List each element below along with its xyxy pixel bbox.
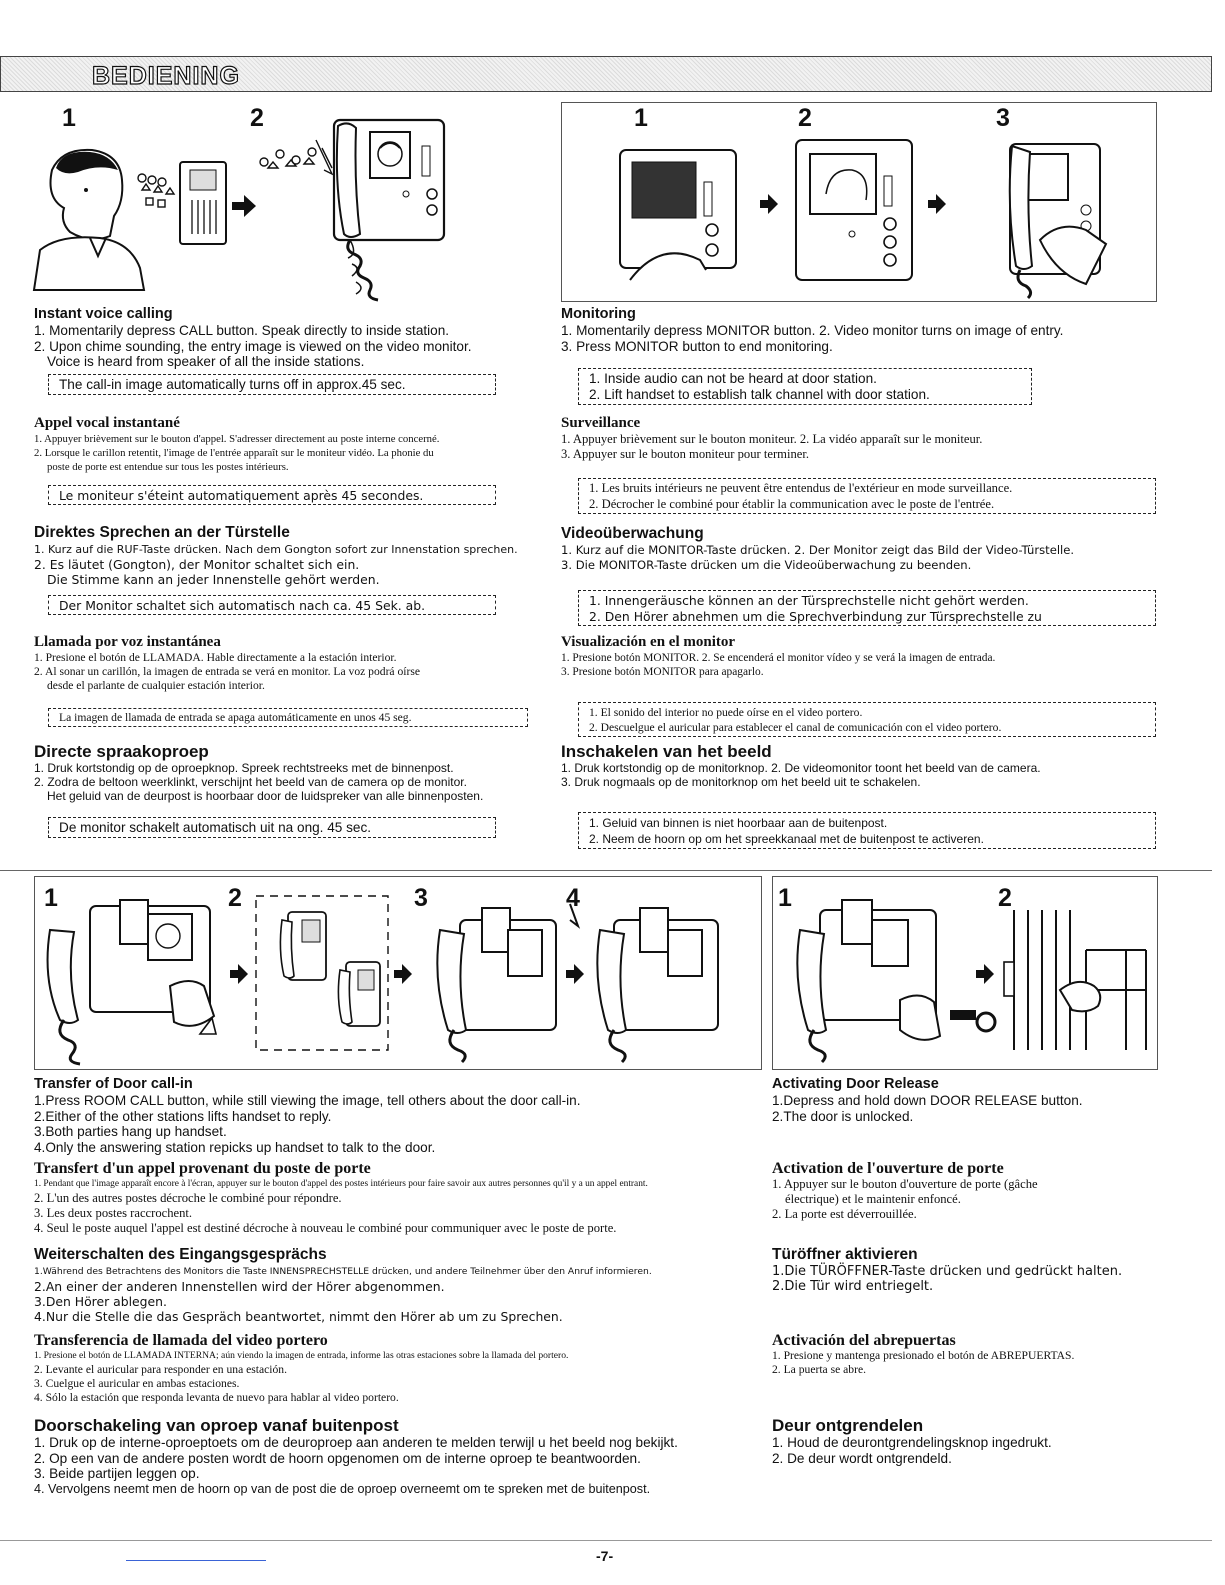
section-title: Türöffner aktivieren — [772, 1246, 918, 1263]
section-transfer-de — [34, 1245, 764, 1324]
instruction-line: 1. Druk kortstondig op de oproepknop. Spreek rechtstreeks met de binnenpost. — [34, 761, 454, 775]
section-title: Transfert d'un appel provenant du poste de porte — [34, 1160, 371, 1177]
instruction-line: 2. Lorsque le carillon retentit, l'image de l'entrée apparaît sur le moniteur vidéo. La phonie du — [34, 447, 434, 459]
instruction-line: Het geluid van de deurpost is hoorbaar door de luidspreker van alle binnenposten. — [47, 789, 484, 803]
instruction-line: 2.Either of the other stations lifts handset to reply. — [34, 1108, 332, 1124]
instruction-line: 2.Die Tür wird entriegelt. — [772, 1279, 934, 1294]
section-door-release-en — [772, 1076, 1192, 1124]
instruction-line: 3. Die MONITOR-Taste drücken um die Videoüberwachung zu beenden. — [561, 558, 972, 572]
note-box: The call-in image automatically turns off in approx.45 sec. — [48, 374, 496, 395]
instruction-line: 1. Presione el botón de LLAMADA INTERNA; aún viendo la imagen de entrada, informe las otras estaciones sobre la llamada del portero. — [34, 1350, 569, 1361]
section-title: Visualización en el monitor — [561, 634, 736, 650]
instruction-line: 2. Al sonar un carillón, la imagen de entrada se verá en monitor. La voz podrá oírse — [34, 665, 421, 678]
section-title: Doorschakeling van oproep vanaf buitenpost — [34, 1416, 399, 1435]
note-line: 1. Inside audio can not be heard at door station. — [589, 371, 877, 386]
instruction-line: 2. L'un des autres postes décroche le combiné pour répondre. — [34, 1191, 342, 1205]
note-line: 2. Descuelgue el auricular para establecer el canal de comunicación con el video portero. — [589, 721, 1002, 734]
step-number: 1 — [634, 104, 648, 132]
section-transfer-fr — [34, 1160, 764, 1236]
note-box — [578, 478, 1156, 514]
page-title: BEDIENING — [92, 62, 240, 90]
voice-call-illustration — [30, 110, 450, 310]
section-transfer-es — [34, 1332, 764, 1405]
instruction-line: 3. Appuyer sur le bouton moniteur pour terminer. — [561, 447, 809, 461]
instruction-line: 1.Press ROOM CALL button, while still viewing the image, tell others about the door call-in. — [34, 1093, 581, 1108]
page-number: -7- — [596, 1548, 614, 1564]
instruction-line: 3. Presione botón MONITOR para apagarlo. — [561, 666, 764, 678]
section-title: Instant voice calling — [34, 306, 173, 322]
step-number: 2 — [998, 884, 1012, 912]
instruction-line: 2.An einer der anderen Innenstellen wird der Hörer abgenommen. — [34, 1279, 445, 1294]
section-title: Weiterschalten des Eingangsgesprächs — [34, 1246, 327, 1263]
instruction-line: 1. Druk op de interne-oproeptoets om de deuroproep aan anderen te melden terwijl u het beeld nog bekijkt. — [34, 1435, 678, 1450]
instruction-line: 4.Nur die Stelle die das Gespräch beantwortet, nimmt den Hörer ab um zu Sprechen. — [34, 1309, 563, 1324]
section-door-release-fr — [772, 1160, 1192, 1222]
link-underline — [126, 1560, 266, 1561]
section-monitoring-de — [561, 524, 1201, 573]
section-monitoring-es — [561, 634, 1201, 679]
section-door-release-es — [772, 1332, 1192, 1377]
section-transfer-en — [34, 1076, 764, 1155]
instruction-line: 3.Both parties hang up handset. — [34, 1124, 227, 1140]
step-number: 2 — [250, 104, 264, 132]
instruction-line: 2. Op een van de andere posten wordt de hoorn opgenomen om de interne oproep te beantwoorden. — [34, 1450, 641, 1466]
note-line: 2. Den Hörer abnehmen um die Sprechverbindung zur Türsprechstelle zu — [589, 608, 1042, 624]
step-number: 2 — [228, 884, 242, 912]
step-number: 1 — [778, 884, 792, 912]
step-number: 3 — [414, 884, 428, 912]
instruction-line: 3. Beide partijen leggen op. — [34, 1466, 200, 1482]
section-monitoring-nl — [561, 742, 1201, 789]
instruction-line: 2.The door is unlocked. — [772, 1108, 914, 1124]
note-line: 1. Innengeräusche können an der Türsprechstelle nicht gehört werden. — [589, 593, 1029, 608]
section-transfer-nl — [34, 1416, 774, 1496]
section-instant-voice-en — [34, 306, 554, 370]
section-title: Directe spraakoproep — [34, 742, 209, 761]
instruction-line: 2. Es läutet (Gongton), der Monitor schaltet sich ein. — [34, 557, 360, 572]
instruction-line: 1. Momentarily depress MONITOR button. 2. Video monitor turns on image of entry. — [561, 323, 1064, 338]
transfer-illustration — [40, 890, 756, 1066]
section-title: Transferencia de llamada del video portero — [34, 1332, 328, 1349]
instruction-line: 1. Momentarily depress CALL button. Speak directly to inside station. — [34, 323, 450, 338]
instruction-line: 1. Kurz auf die RUF-Taste drücken. Nach dem Gongton sofort zur Innenstation sprechen. — [34, 543, 518, 556]
note-line: 1. El sonido del interior no puede oírse en el video portero. — [589, 706, 863, 719]
note-line: 2. Lift handset to establish talk channel with door station. — [589, 387, 930, 402]
instruction-line: Die Stimme kann an jeder Innenstelle gehört werden. — [47, 572, 380, 587]
instruction-line: 1. Kurz auf die MONITOR-Taste drücken. 2. Der Monitor zeigt das Bild der Video-Türstelle. — [561, 543, 1075, 557]
instruction-line: 2. De deur wordt ontgrendeld. — [772, 1450, 952, 1466]
section-title: Activating Door Release — [772, 1076, 939, 1092]
instruction-line: 2. Zodra de beltoon weerklinkt, verschijnt het beeld van de camera op de monitor. — [34, 775, 467, 789]
note-box: Le moniteur s'éteint automatiquement après 45 secondes. — [48, 485, 496, 505]
section-title: Activation de l'ouverture de porte — [772, 1160, 1004, 1177]
instruction-line: 1. Presione y mantenga presionado el botón de ABREPUERTAS. — [772, 1349, 1075, 1362]
instruction-line: 1. Presione botón MONITOR. 2. Se encenderá el monitor vídeo y se verá la imagen de entrada. — [561, 652, 996, 664]
section-title: Monitoring — [561, 306, 636, 322]
monitoring-illustration — [600, 130, 1140, 300]
instruction-line: 3.Den Hörer ablegen. — [34, 1294, 167, 1309]
step-number: 4 — [566, 884, 580, 912]
note-box: La imagen de llamada de entrada se apaga automáticamente en unos 45 seg. — [48, 708, 528, 727]
section-instant-voice-fr — [34, 415, 554, 474]
instruction-line: 1. Druk kortstondig op de monitorknop. 2. De videomonitor toont het beeld van de camera. — [561, 761, 1041, 775]
door-release-illustration — [780, 890, 1156, 1066]
step-number: 1 — [44, 884, 58, 912]
instruction-line: 3. Druk nogmaals op de monitorknop om het beeld uit te schakelen. — [561, 775, 921, 789]
note-line: 2. Neem de hoorn op om het spreekkanaal met de buitenpost te activeren. — [589, 832, 984, 846]
instruction-line: 1. Appuyer sur le bouton d'ouverture de porte (gâche — [772, 1177, 1038, 1191]
instruction-line: 3. Les deux postes raccrochent. — [34, 1206, 193, 1220]
instruction-line: poste de porte est entendue sur tous les postes intérieurs. — [47, 461, 289, 473]
section-title: Videoüberwachung — [561, 525, 704, 542]
section-title: Surveillance — [561, 415, 641, 431]
divider — [0, 870, 1212, 871]
section-monitoring-fr — [561, 415, 1201, 462]
footer-divider — [0, 1540, 1212, 1541]
section-title: Activación del abrepuertas — [772, 1332, 956, 1349]
instruction-line: Voice is heard from speaker of all the inside stations. — [47, 354, 365, 370]
instruction-line: 1. Pendant que l'image apparaît encore à l'écran, appuyer sur le bouton d'appel des postes intérieurs pour faire savoir aux autres personnes qu'il y a un appel entrant. — [34, 1179, 648, 1189]
section-instant-voice-es — [34, 634, 554, 693]
instruction-line: 3. Press MONITOR button to end monitoring. — [561, 338, 833, 354]
instruction-line: 1.Während des Betrachtens des Monitors die Taste INNENSPRECHSTELLE drücken, und andere Teilnehmer über den Anruf informieren. — [34, 1266, 652, 1277]
note-box — [578, 368, 1032, 405]
instruction-line: 2. Levante el auricular para responder en una estación. — [34, 1363, 288, 1376]
instruction-line: 1. Presione el botón de LLAMADA. Hable directamente a la estación interior. — [34, 651, 397, 664]
note-box — [578, 812, 1156, 849]
section-monitoring-en — [561, 306, 1201, 354]
instruction-line: 3. Cuelgue el auricular en ambas estaciones. — [34, 1377, 240, 1390]
note-box: De monitor schakelt automatisch uit na ong. 45 sec. — [48, 817, 496, 838]
step-number: 3 — [996, 104, 1010, 132]
instruction-line: 1. Houd de deurontgrendelingsknop ingedrukt. — [772, 1435, 1052, 1450]
instruction-line: 1. Appuyer brièvement sur le bouton moniteur. 2. La vidéo apparaît sur le moniteur. — [561, 432, 983, 446]
section-instant-voice-nl — [34, 742, 554, 803]
step-number: 2 — [798, 104, 812, 132]
note-box — [578, 702, 1156, 737]
instruction-line: 1.Die TÜRÖFFNER-Taste drücken und gedrückt halten. — [772, 1264, 1123, 1279]
instruction-line: 4. Sólo la estación que responda levanta de nuevo para hablar al video portero. — [34, 1391, 399, 1404]
note-box — [578, 590, 1156, 626]
section-door-release-de — [772, 1245, 1192, 1294]
instruction-line: 2. La puerta se abre. — [772, 1363, 866, 1376]
step-number: 1 — [62, 104, 76, 132]
section-title: Inschakelen van het beeld — [561, 742, 772, 761]
instruction-line: 4. Seul le poste auquel l'appel est destiné décroche à nouveau le combiné pour communiquer avec le poste de porte. — [34, 1221, 617, 1235]
instruction-line: desde el parlante de cualquier estación interior. — [47, 679, 265, 692]
section-door-release-nl — [772, 1416, 1192, 1466]
instruction-line: 1. Appuyer brièvement sur le bouton d'appel. S'adresser directement au poste interne concerné. — [34, 433, 440, 445]
instruction-line: 2. La porte est déverrouillée. — [772, 1207, 917, 1221]
note-line: 2. Décrocher le combiné pour établir la communication avec le poste de l'entrée. — [589, 496, 995, 511]
note-line: 1. Geluid van binnen is niet hoorbaar aan de buitenpost. — [589, 816, 888, 830]
instruction-line: 1.Depress and hold down DOOR RELEASE button. — [772, 1093, 1083, 1108]
instruction-line: 4.Only the answering station repicks up handset to talk to the door. — [34, 1139, 436, 1155]
note-box: Der Monitor schaltet sich automatisch nach ca. 45 Sek. ab. — [48, 595, 496, 615]
section-instant-voice-de — [34, 523, 554, 587]
section-title: Llamada por voz instantánea — [34, 634, 221, 650]
instruction-line: 4. Vervolgens neemt men de hoorn op van de post die de oproep overneemt om te spreken met de buitenpost. — [34, 1481, 651, 1496]
section-title: Transfer of Door call-in — [34, 1076, 193, 1092]
instruction-line: électrique) et le maintenir enfoncé. — [785, 1192, 961, 1206]
section-title: Direktes Sprechen an der Türstelle — [34, 524, 290, 541]
instruction-line: 2. Upon chime sounding, the entry image is viewed on the video monitor. — [34, 338, 472, 354]
section-title: Appel vocal instantané — [34, 415, 180, 431]
section-title: Deur ontgrendelen — [772, 1416, 924, 1435]
note-line: 1. Les bruits intérieurs ne peuvent être entendus de l'extérieur en mode surveillance. — [589, 481, 1013, 495]
